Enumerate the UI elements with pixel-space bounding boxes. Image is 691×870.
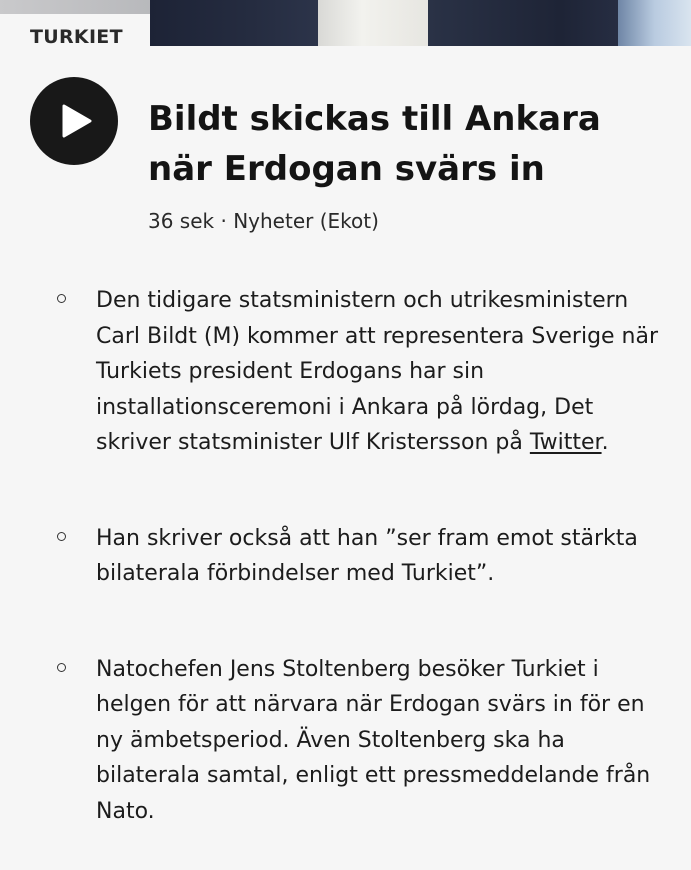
bullet-icon [57, 532, 66, 541]
category-tag[interactable]: TURKIET [0, 14, 150, 60]
article-meta [148, 209, 379, 233]
source-link[interactable]: Nyheter (Ekot) [233, 209, 379, 233]
hero-image-suit-right [428, 0, 618, 46]
duration: 36 sek [148, 209, 215, 233]
list-item [0, 652, 691, 830]
bullet-icon [57, 663, 66, 672]
bullet-text: Den tidigare statsministern och utrikesministern Carl Bildt (M) kommer att representera Sverige när Turkiets president Erdogans har sin installationsceremoni i Ankara på lördag, Det skriver statsminister Ulf Kristersson på [96, 288, 659, 455]
hero-image-shirt [318, 0, 428, 46]
hero-image-window [618, 0, 691, 46]
list-item [0, 283, 691, 461]
list-item [0, 521, 691, 592]
meta-separator: · [220, 209, 227, 233]
bullet-text: Natochefen Jens Stoltenberg besöker Turkiet i helgen för att närvara när Erdogan svärs in för en ny ämbetsperiod. Även Stoltenberg ska ha bilaterala samtal, enligt ett pressmeddelande från Nato. [96, 656, 651, 824]
bullet-text-end: . [601, 430, 609, 455]
summary-list [0, 283, 691, 829]
hero-image-suit-left [150, 0, 320, 46]
bullet-text: Han skriver också att han ”ser fram emot stärkta bilaterala förbindelser med Turkiet”. [96, 525, 638, 586]
bullet-icon [57, 294, 66, 303]
play-button[interactable] [30, 77, 118, 165]
twitter-link[interactable]: Twitter [529, 430, 602, 455]
article-title: Bildt skickas till Ankara när Erdogan svärs in [148, 99, 601, 189]
play-icon [62, 104, 92, 138]
